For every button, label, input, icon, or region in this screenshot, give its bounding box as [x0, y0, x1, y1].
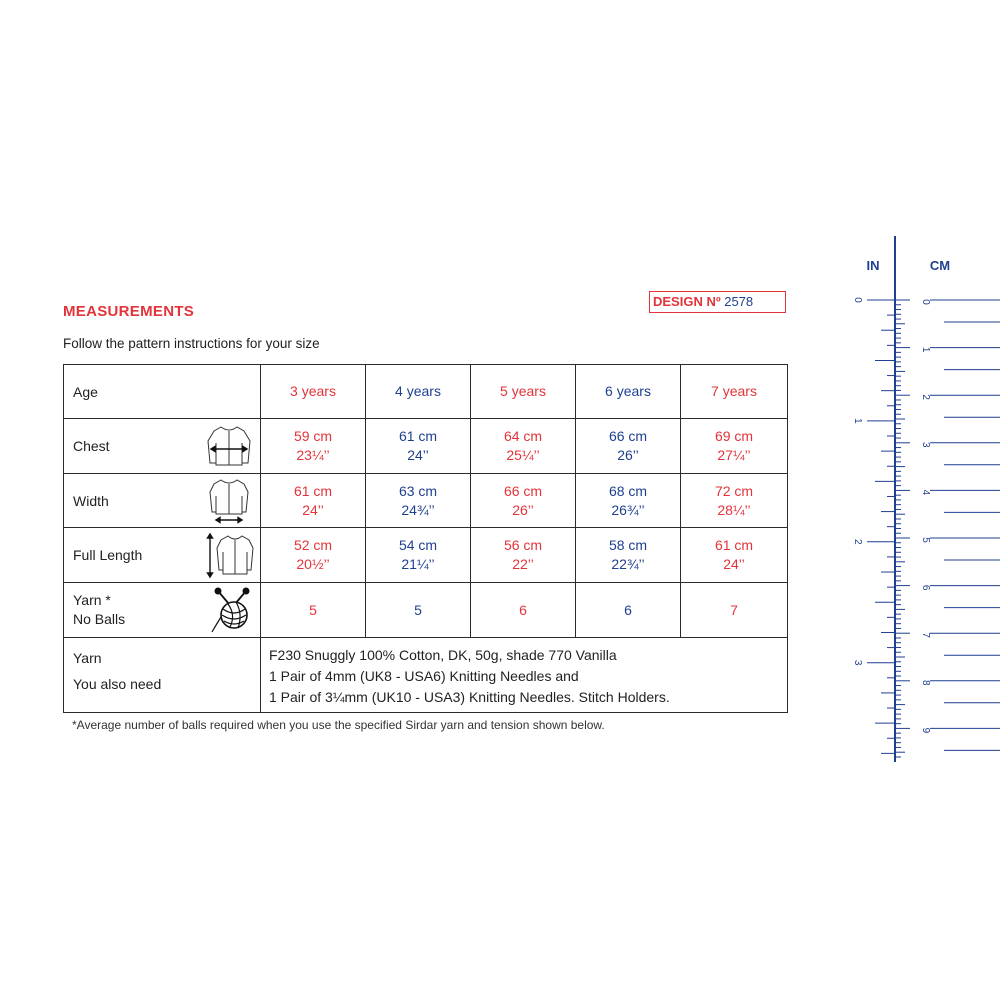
- yarn-label: Yarn: [73, 650, 102, 666]
- cm-number: 7: [920, 632, 931, 638]
- length-in: 22¾’’: [611, 556, 645, 572]
- ruler-in-label: IN: [866, 258, 880, 273]
- balls-5-years: 6: [471, 583, 576, 638]
- size-6-years: 6 years: [576, 365, 681, 419]
- chest-in: 27¼’’: [717, 447, 751, 463]
- also-need-label: You also need: [73, 676, 162, 692]
- width-cm: 66 cm: [503, 482, 543, 499]
- yarn-value: F230 Snuggly 100% Cotton, DK, 50g, shade 770 Vanilla: [269, 647, 617, 663]
- length-cm: 54 cm: [398, 537, 438, 553]
- ruler-cm-label: CM: [929, 258, 951, 273]
- width-in: 28¼’’: [717, 501, 751, 518]
- length-cm: 52 cm: [293, 537, 333, 553]
- chest-in: 23¼’’: [296, 447, 330, 463]
- needles-line-2: 1 Pair of 3¼mm (UK10 - USA3) Knitting Needles. Stitch Holders.: [269, 689, 670, 705]
- age-label: Age: [73, 383, 98, 400]
- inch-number: 1: [852, 418, 863, 424]
- inch-number: 3: [852, 659, 863, 666]
- cm-number: 2: [920, 394, 931, 400]
- chest-in: 25¼’’: [506, 447, 540, 463]
- chest-label: Chest: [73, 438, 110, 454]
- width-label: Width: [73, 492, 109, 509]
- needles-line-1: 1 Pair of 4mm (UK8 - USA6) Knitting Needles and: [269, 668, 579, 684]
- cm-number: 9: [920, 727, 931, 734]
- length-in: 21¼’’: [401, 556, 435, 572]
- inch-number: 2: [852, 539, 863, 545]
- chest-cm: 59 cm: [293, 428, 333, 444]
- page-title: MEASUREMENTS: [63, 303, 195, 320]
- width-cm: 68 cm: [608, 482, 648, 499]
- size-7-years: 7 years: [681, 365, 788, 419]
- length-cm: 56 cm: [503, 537, 543, 553]
- width-in: 26’’: [512, 501, 534, 518]
- width-cm: 61 cm: [293, 482, 333, 499]
- balls-label-line2: No Balls: [73, 611, 126, 627]
- width-cm: 63 cm: [398, 482, 438, 499]
- cm-number: 3: [920, 442, 931, 448]
- chest-cm: 69 cm: [714, 428, 754, 444]
- balls-label-line1: Yarn *: [73, 592, 111, 608]
- cm-ticks: [895, 299, 1000, 757]
- width-cm: 72 cm: [714, 482, 754, 499]
- width-in: 24¾’’: [401, 501, 435, 518]
- chest-in: 24’’: [407, 447, 429, 463]
- cm-number: 6: [920, 584, 931, 591]
- width-in: 26¾’’: [611, 501, 645, 518]
- inch-number: 0: [852, 297, 863, 303]
- balls-6-years: 6: [576, 583, 681, 638]
- page-subtitle: Follow the pattern instructions for your size: [63, 336, 320, 351]
- balls-4-years: 5: [366, 583, 471, 638]
- full-length-label: Full Length: [73, 547, 143, 563]
- chest-cm: 61 cm: [398, 428, 438, 444]
- size-3-years: 3 years: [261, 365, 366, 419]
- cm-number: 0: [920, 299, 931, 305]
- length-cm: 58 cm: [608, 537, 648, 553]
- length-in: 20½’’: [296, 556, 330, 572]
- size-5-years: 5 years: [471, 365, 576, 419]
- size-4-years: 4 years: [366, 365, 471, 419]
- cm-number: 5: [920, 537, 931, 543]
- cm-number: 8: [920, 680, 931, 686]
- cm-number: 4: [920, 489, 931, 496]
- balls-7-years: 7: [681, 583, 788, 638]
- design-label: DESIGN Nº: [653, 294, 721, 309]
- chest-cm: 64 cm: [503, 428, 543, 444]
- length-in: 22’’: [512, 556, 534, 572]
- length-in: 24’’: [723, 556, 745, 572]
- footnote: *Average number of balls required when you use the specified Sirdar yarn and tension shown below.: [72, 718, 605, 732]
- cm-number: 1: [920, 346, 931, 353]
- design-number: 2578: [724, 294, 754, 309]
- chest-in: 26’’: [617, 447, 639, 463]
- chest-cm: 66 cm: [608, 428, 648, 444]
- length-cm: 61 cm: [714, 537, 754, 553]
- balls-3-years: 5: [261, 583, 366, 638]
- width-in: 24’’: [302, 501, 324, 518]
- inch-ticks: [852, 297, 895, 753]
